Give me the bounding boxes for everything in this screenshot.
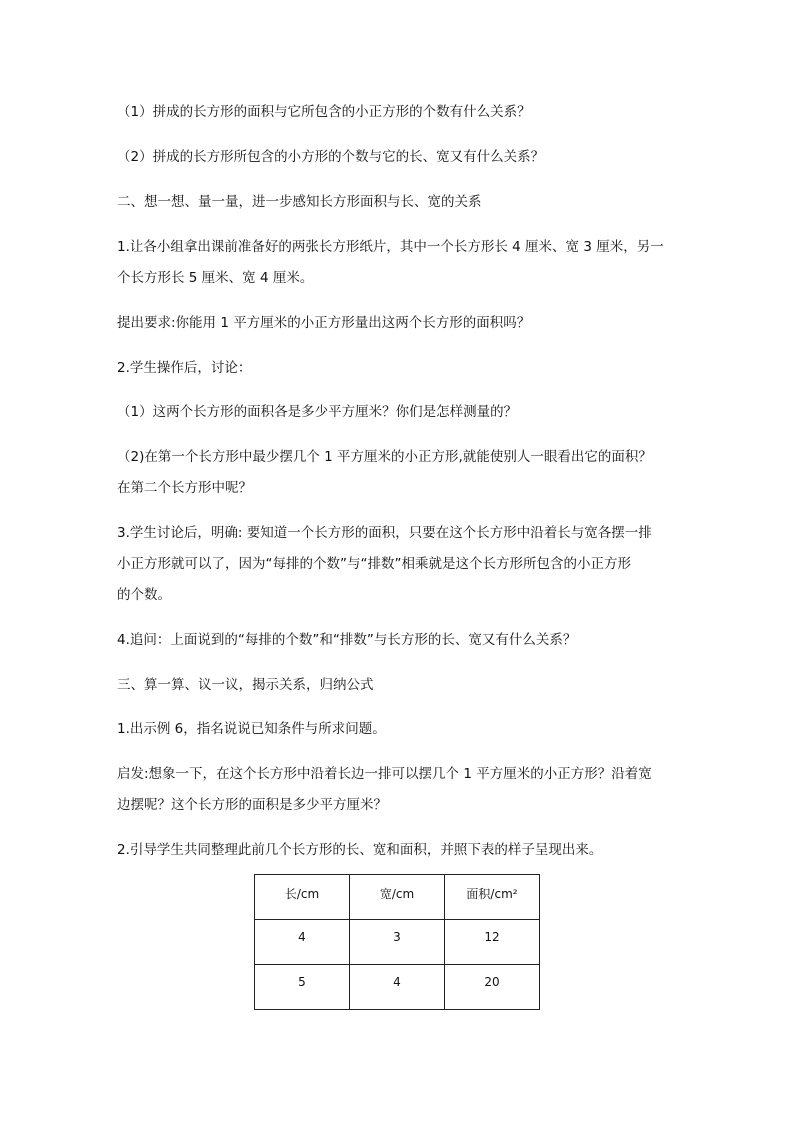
paragraph-hint-line-1: 启发:想象一下，在这个长方形中沿着长边一排可以摆几个 1 平方厘米的小正方形？沿着宽 xyxy=(117,766,652,782)
paragraph-step-3-line-3: 的个数。 xyxy=(117,587,171,603)
paragraph-step-3-line-1: 3.学生讨论后，明确: 要知道一个长方形的面积，只要在这个长方形中沿着长与宽各摆一排 xyxy=(117,525,652,541)
paragraph-step-4: 4.追问：上面说到的“每排的个数”和“排数”与长方形的长、宽又有什么关系？ xyxy=(117,632,577,648)
paragraph-question-1: （1）拼成的长方形的面积与它所包含的小正方形的个数有什么关系？ xyxy=(117,104,531,120)
paragraph-example-6: 1.出示例 6，指名说说已知条件与所求问题。 xyxy=(117,721,386,737)
table-header-cell: 长/cm xyxy=(255,875,350,920)
table-row xyxy=(255,965,540,1010)
table-cell: 5 xyxy=(255,965,350,1010)
paragraph-discussion-2-line-2: 在第二个长方形中呢？ xyxy=(117,480,252,496)
table-cell: 12 xyxy=(445,920,540,965)
table-header-cell: 宽/cm xyxy=(350,875,445,920)
table-cell: 4 xyxy=(255,920,350,965)
paragraph-discussion-1: （1）这两个长方形的面积各是多少平方厘米？你们是怎样测量的？ xyxy=(117,404,518,420)
paragraph-hint-line-2: 边摆呢？这个长方形的面积是多少平方厘米？ xyxy=(117,797,387,813)
table-cell: 20 xyxy=(445,965,540,1010)
section-heading-3: 三、算一算、议一议，揭示关系，归纳公式 xyxy=(117,677,374,693)
paragraph-organize-table: 2.引导学生共同整理此前几个长方形的长、宽和面积，并照下表的样子呈现出来。 xyxy=(117,842,603,858)
paragraph-step-1-line-1: 1.让各小组拿出课前准备好的两张长方形纸片，其中一个长方形长 4 厘米、宽 3 厘米，另一 xyxy=(117,239,664,255)
paragraph-discussion-2-line-1: （2)在第一个长方形中最少摆几个 1 平方厘米的小正方形,就能使别人一眼看出它的面积？ xyxy=(117,449,652,465)
table-cell: 3 xyxy=(350,920,445,965)
table-cell: 4 xyxy=(350,965,445,1010)
paragraph-step-2: 2.学生操作后，讨论： xyxy=(117,360,252,376)
section-heading-2: 二、想一想、量一量，进一步感知长方形面积与长、宽的关系 xyxy=(117,194,482,210)
paragraph-step-1-line-2: 个长方形长 5 厘米、宽 4 厘米。 xyxy=(117,270,314,286)
table-header-cell: 面积/cm² xyxy=(445,875,540,920)
paragraph-step-3-line-2: 小正方形就可以了，因为“每排的个数”与“排数”相乘就是这个长方形所包含的小正方形 xyxy=(117,556,631,572)
paragraph-requirement: 提出要求:你能用 1 平方厘米的小正方形量出这两个长方形的面积吗？ xyxy=(117,315,531,331)
table-row xyxy=(255,920,540,965)
data-table xyxy=(254,874,540,1010)
paragraph-question-2: （2）拼成的长方形所包含的小方形的个数与它的长、宽又有什么关系？ xyxy=(117,149,545,165)
table-header-row xyxy=(255,875,540,920)
